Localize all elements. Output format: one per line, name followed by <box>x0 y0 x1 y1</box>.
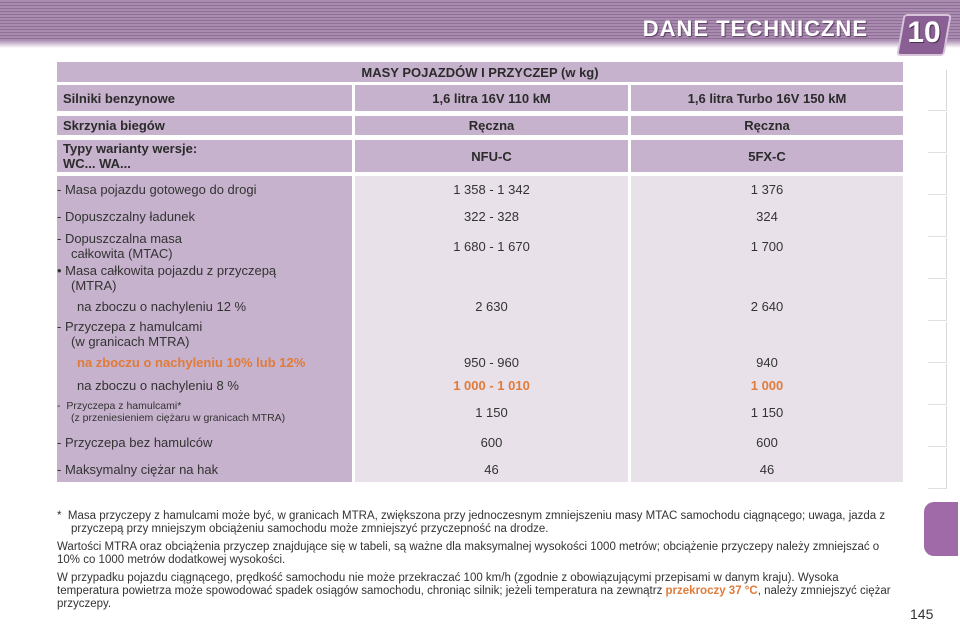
page-number: 145 <box>910 606 934 622</box>
side-tab-active[interactable] <box>924 502 958 556</box>
footnote <box>57 510 903 536</box>
row-value-2: 940 <box>628 350 903 374</box>
row-value-2: 1 376 <box>628 176 903 202</box>
note-paragraph-2 <box>57 572 903 611</box>
table-row <box>57 318 903 350</box>
row-value-2: 2 640 <box>628 294 903 318</box>
side-tab[interactable] <box>928 196 947 237</box>
types-label-line2: WC... WA... <box>63 156 131 171</box>
row-value-1-highlight: 1 000 - 1 010 <box>352 374 628 396</box>
row-value-1: 1 358 - 1 342 <box>352 176 628 202</box>
side-tab[interactable] <box>928 70 947 111</box>
table-row <box>57 428 903 456</box>
row-label-line1: - Przyczepa z hamulcami <box>57 319 203 334</box>
footnote-text: Masa przyczepy z hamulcami może być, w granicach MTRA, zwiększona przy jednoczesnym zmniejszeniu masy MTAC samochodu ciągnącego; uwaga, jazda z przyczepą przy mniejszym obciążeniu samochodu może zmniejszyć przyczepność na drodze. <box>67 510 886 535</box>
row-value-2: 324 <box>628 202 903 230</box>
side-tab[interactable] <box>928 322 947 363</box>
row-label: - Maksymalny ciężar na hak <box>57 456 352 482</box>
row-label-line2: całkowita (MTAC) <box>71 246 173 261</box>
table-row <box>57 262 903 294</box>
table-row <box>57 202 903 230</box>
table-row <box>57 294 903 318</box>
page-title: DANE TECHNICZNE <box>642 16 868 41</box>
row-label <box>57 318 352 350</box>
side-tab[interactable] <box>928 448 947 489</box>
row-value-1 <box>352 262 628 294</box>
type-2: 5FX-C <box>628 140 903 172</box>
table-row <box>57 456 903 482</box>
row-label: na zboczu o nachyleniu 8 % <box>57 374 352 396</box>
row-value-1: 600 <box>352 428 628 456</box>
row-value-2 <box>628 262 903 294</box>
notes <box>57 510 903 616</box>
table-row <box>57 374 903 396</box>
row-label-line2: (MTRA) <box>71 278 117 293</box>
row-label-line2: (w granicach MTRA) <box>71 334 190 349</box>
engine-1: 1,6 litra 16V 110 kM <box>352 85 628 111</box>
row-value-1: 322 - 328 <box>352 202 628 230</box>
row-value-2-highlight: 1 000 <box>628 374 903 396</box>
row-value-2: 46 <box>628 456 903 482</box>
side-tab[interactable] <box>928 280 947 321</box>
row-value-1: 950 - 960 <box>352 350 628 374</box>
row-label: - Masa pojazdu gotowego do drogi <box>57 176 352 202</box>
note-paragraph-2-text: W przypadku pojazdu ciągnącego, prędkość samochodu nie może przekraczać 100 km/h (zgodnie z obowiązującymi przepisami w danym kraju). Wysoka temperatura powietrza może spowodować spadek osiągów samochodu, chroniąc silnik; jeżeli temperatura na zewnątrz <box>57 572 839 597</box>
row-label-line1: • Masa całkowita pojazdu z przyczepą <box>57 263 277 278</box>
table-row <box>57 176 903 202</box>
gearbox-1: Ręczna <box>352 116 628 135</box>
row-label: - Dopuszczalny ładunek <box>57 202 352 230</box>
side-tab[interactable] <box>928 238 947 279</box>
footnote-star: * <box>57 510 62 522</box>
row-label <box>57 230 352 262</box>
row-value-1 <box>352 318 628 350</box>
row-value-1: 2 630 <box>352 294 628 318</box>
row-label-line1: - Przyczepa z hamulcami* <box>57 400 182 412</box>
row-value-1: 1 680 - 1 670 <box>352 230 628 262</box>
row-value-2: 1 700 <box>628 230 903 262</box>
row-value-2 <box>628 318 903 350</box>
types-label <box>57 140 352 172</box>
side-tab[interactable] <box>928 154 947 195</box>
temperature-highlight: przekroczy 37 °C <box>665 585 758 597</box>
side-tab[interactable] <box>928 406 947 447</box>
row-label <box>57 262 352 294</box>
side-tabs <box>928 60 960 620</box>
chapter-number: 10 <box>907 16 941 49</box>
table-row <box>57 350 903 374</box>
note-paragraph-1: Wartości MTRA oraz obciążenia przyczep znajdujące się w tabeli, są ważne dla maksymalnej wysokości 1000 metrów; obciążenie przyczepy należy zmniejszać o 10% co 1000 metrów dodatkowej wysokości. <box>57 541 880 566</box>
row-label-line2: (z przeniesieniem ciężaru w granicach MTRA) <box>71 412 286 424</box>
table-caption: MASY POJAZDÓW I PRZYCZEP (w kg) <box>57 62 903 82</box>
row-label: - Przyczepa bez hamulców <box>57 428 352 456</box>
row-label-line1: - Dopuszczalna masa <box>57 231 182 246</box>
mass-table <box>57 62 903 482</box>
row-label <box>57 396 352 428</box>
row-label-highlight: na zboczu o nachyleniu 10% lub 12% <box>57 350 352 374</box>
gearbox-label: Skrzynia biegów <box>57 116 352 135</box>
types-label-line1: Typy warianty wersje: <box>63 141 198 156</box>
engines-label: Silniki benzynowe <box>57 85 352 111</box>
row-value-2: 1 150 <box>628 396 903 428</box>
table-row <box>57 396 903 428</box>
side-tab[interactable] <box>928 112 947 153</box>
note-paragraph-2-end: , należy zmniejszyć ciężar przyczepy. <box>57 585 891 610</box>
row-label: na zboczu o nachyleniu 12 % <box>57 294 352 318</box>
row-label-text: Przyczepa z hamulcami* <box>66 400 182 412</box>
table-row <box>57 230 903 262</box>
row-value-1: 46 <box>352 456 628 482</box>
row-value-2: 600 <box>628 428 903 456</box>
gearbox-2: Ręczna <box>628 116 903 135</box>
row-value-1: 1 150 <box>352 396 628 428</box>
engine-2: 1,6 litra Turbo 16V 150 kM <box>628 85 903 111</box>
side-tab[interactable] <box>928 364 947 405</box>
type-1: NFU-C <box>352 140 628 172</box>
